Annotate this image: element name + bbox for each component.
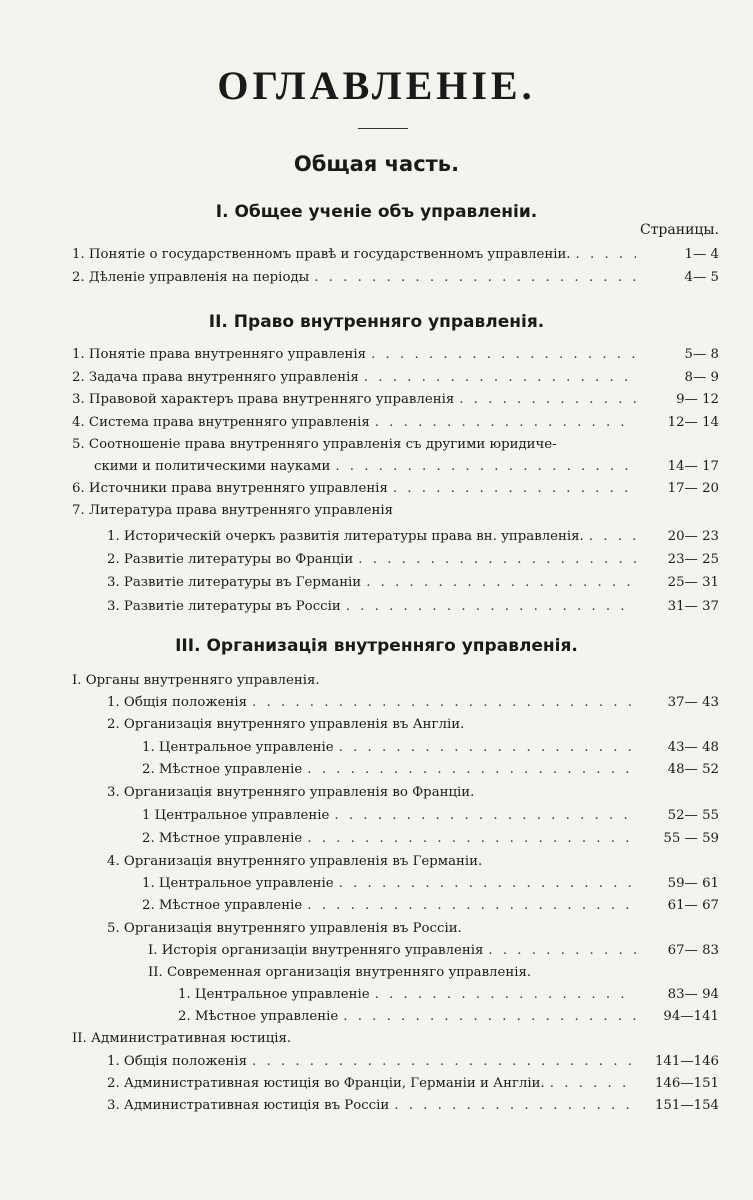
dot-leader [394,1096,636,1115]
toc-entry-title: 2. Организація внутренняго управленія въ Англіи. [107,717,465,732]
toc-entry [107,715,719,734]
toc-entry-title: 2. Развитіе литературы во Франціи [107,552,354,567]
toc-entry-pages: 4— 5 [684,270,719,285]
toc-entry [72,390,719,409]
toc-entry-pages: 67— 83 [667,943,719,958]
dot-leader [589,527,636,546]
toc-entry-title: 1. Понятіе о государственномъ правѣ и государственномъ управленіи. [72,247,571,262]
toc-entry-pages: 151—154 [654,1098,719,1113]
toc-entry [178,1007,719,1026]
toc-entry [178,985,719,1004]
dot-leader [364,368,636,387]
toc-entry [72,345,719,364]
toc-entry [94,457,719,476]
dot-leader [252,1052,636,1071]
toc-entry-title: 1. Историческій очеркъ развитія литературы права вн. управленія. [107,529,584,544]
toc-entry [72,501,719,520]
dot-leader [252,693,636,712]
toc-entry-title: I. Органы внутренняго управленія. [72,673,320,688]
toc-entry-pages: 94—141 [663,1009,719,1024]
dot-leader [334,806,636,825]
page-title: ОГЛАВЛЕНІЕ. [217,63,536,108]
toc-entry-pages: 8— 9 [684,370,719,385]
toc-entry [142,760,719,779]
toc-entry-pages: 1— 4 [684,247,719,262]
toc-entry [72,268,719,287]
toc-entry [107,852,719,871]
toc-entry-pages: 17— 20 [667,481,719,496]
toc-entry-title: 1. Центральное управленіе [142,876,334,891]
toc-entry-title: 5. Соотношеніе права внутренняго управленія съ другими юридиче- [72,437,557,452]
toc-entry [107,693,719,712]
toc-entry-title: 1. Центральное управленіе [178,987,370,1002]
toc-entry-pages: 43— 48 [667,740,719,755]
toc-entry-title: 2. Задача права внутренняго управленія [72,370,359,385]
toc-entry-pages: 48— 52 [667,762,719,777]
toc-entry-title: скими и политическими науками [94,459,331,474]
toc-entry [107,919,719,938]
toc-entry [107,1052,719,1071]
dot-leader [307,896,636,915]
dot-leader [375,413,636,432]
toc-entry-title: 2. Дѣленіе управленія на періоды [72,270,310,285]
section-heading-3: III. Организація внутренняго управленія. [175,636,578,656]
toc-entry [107,1074,719,1093]
toc-entry-title: 3. Развитіе литературы въ Россіи [107,599,341,614]
toc-entry-title: 1. Общія положенія [107,695,247,710]
dot-leader [335,457,636,476]
toc-entry-pages: 12— 14 [667,415,719,430]
toc-entry-title: 3. Организація внутренняго управленія во Франціи. [107,785,475,800]
dot-leader [358,550,636,569]
dot-leader [366,573,636,592]
title-divider [358,128,408,129]
toc-entry-title: 3. Административная юстиція въ Россіи [107,1098,390,1113]
dot-leader [375,985,636,1004]
toc-entry-pages: 52— 55 [667,808,719,823]
toc-entry-pages: 31— 37 [667,599,719,614]
toc-entry [142,738,719,757]
toc-entry [107,597,719,616]
toc-entry-pages: 55 — 59 [663,831,719,846]
dot-leader [576,245,636,264]
dot-leader [550,1074,636,1093]
toc-entry [72,479,719,498]
toc-entry-title: 2. Административная юстиція во Франціи, Германіи и Англіи. [107,1076,545,1091]
toc-entry-title: 2. Мѣстное управленіе [142,898,303,913]
toc-entry-title: II. Современная организація внутренняго управленія. [148,965,532,980]
toc-entry-title: 6. Источники права внутренняго управленія [72,481,388,496]
dot-leader [393,479,636,498]
toc-entry-title: I. Исторія организаціи внутренняго управленія [148,943,484,958]
dot-leader [346,597,636,616]
toc-entry [107,573,719,592]
toc-entry [107,1096,719,1115]
toc-entry [72,245,719,264]
toc-entry [148,941,719,960]
toc-entry-pages: 9— 12 [676,392,719,407]
toc-entry-title: 2. Мѣстное управленіе [142,762,303,777]
dot-leader [339,874,636,893]
toc-entry-pages: 20— 23 [667,529,719,544]
toc-entry-title: II. Административная юстиція. [72,1031,292,1046]
toc-entry-pages: 25— 31 [667,575,719,590]
toc-entry-pages: 5— 8 [684,347,719,362]
toc-entry-title: 1. Центральное управленіе [142,740,334,755]
toc-entry-pages: 141—146 [654,1054,719,1069]
toc-entry [142,806,719,825]
toc-entry-pages: 37— 43 [667,695,719,710]
dot-leader [459,390,636,409]
toc-entry [142,896,719,915]
toc-entry-title: 1. Понятіе права внутренняго управленія [72,347,367,362]
toc-entry-title: 1. Общія положенія [107,1054,247,1069]
toc-entry-title: 2. Мѣстное управленіе [178,1009,339,1024]
toc-entry [107,550,719,569]
toc-entry [107,783,719,802]
toc-entry-pages: 14— 17 [667,459,719,474]
toc-entry-pages: 59— 61 [667,876,719,891]
toc-entry [72,368,719,387]
toc-entry-pages: 83— 94 [667,987,719,1002]
part-heading: Общая часть. [293,152,460,176]
toc-entry-title: 4. Организація внутренняго управленія въ Германіи. [107,854,483,869]
toc-entry [142,874,719,893]
toc-entry-title: 1 Центральное управленіе [142,808,330,823]
toc-entry [142,829,719,848]
toc-entry-title: 4. Система права внутренняго управленія [72,415,370,430]
toc-entry-pages: 146—151 [654,1076,719,1091]
section-heading-1: I. Общее ученіе объ управленіи. [215,202,538,222]
toc-entry [72,413,719,432]
toc-entry-pages: 61— 67 [667,898,719,913]
dot-leader [307,829,636,848]
dot-leader [307,760,636,779]
dot-leader [314,268,636,287]
toc-entry-pages: 23— 25 [667,552,719,567]
toc-entry-title: 3. Развитіе литературы въ Германіи [107,575,362,590]
toc-entry [72,1029,719,1048]
toc-entry [107,527,719,546]
dot-leader [339,738,636,757]
toc-entry-title: 3. Правовой характеръ права внутренняго управленія [72,392,455,407]
toc-entry-title: 5. Организація внутренняго управленія въ Россіи. [107,921,462,936]
dot-leader [488,941,636,960]
section-heading-2: II. Право внутренняго управленія. [208,312,545,332]
toc-entry [148,963,719,982]
pages-column-header: Страницы. [639,222,719,238]
toc-entry [72,435,719,454]
dot-leader [371,345,636,364]
toc-entry-title: 2. Мѣстное управленіе [142,831,303,846]
toc-entry-title: 7. Литература права внутренняго управленія [72,503,393,518]
dot-leader [343,1007,636,1026]
toc-entry [72,671,719,690]
